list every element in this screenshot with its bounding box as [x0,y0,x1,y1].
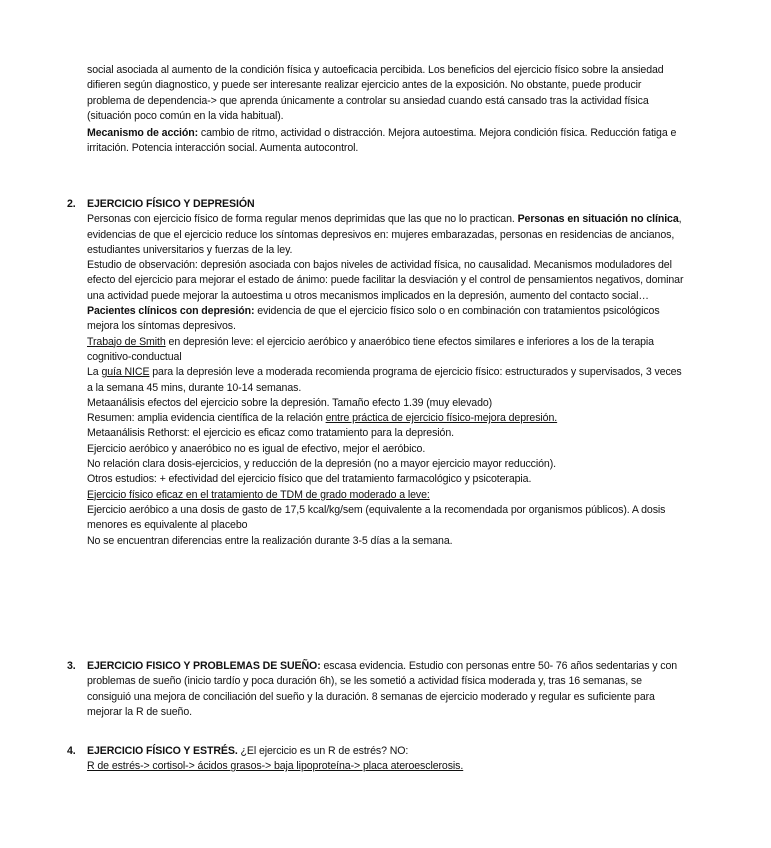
section-4 [0,744,771,775]
s2-p7-link[interactable]: entre práctica de ejercicio físico-mejora depresión. [325,412,558,425]
s2-p3-text: evidencia de que el ejercicio físico solo o en combinación con tratamientos psicológicos mejora los síntomas depresivos. [87,305,660,333]
s3-paragraph [87,659,687,720]
s2-p5-pre: La [87,366,102,379]
s2-paragraph-13: Ejercicio aeróbico a una dosis de gasto de 17,5 kcal/kg/sem (equivalente a la recomendada por organismos públicos). A dosis menores es equivalente al placebo [87,503,666,532]
s4-paragraph [87,744,687,759]
s2-paragraph-5 [87,365,687,396]
intro-block [0,63,771,157]
s2-p3-label: Pacientes clínicos con depresión: [87,305,255,318]
s2-p1a: Personas con ejercicio físico de forma regular menos deprimidas que las que no lo practican. [87,213,518,226]
section-2-title: EJERCICIO FÍSICO Y DEPRESIÓN [87,198,255,210]
s2-paragraph-14: No se encuentran diferencias entre la realización durante 3-5 días a la semana. [87,534,453,547]
s2-paragraph-2: Estudio de observación: depresión asociada con bajos niveles de actividad física, no causalidad. Mecanismos moduladores del efecto del ejercicio para mejorar el estado de ánimo: puede facilitar la desviación y el control de pensamientos negativos, dominar una actividad puede mejorar la autoestima u otros mecanismos implicados en la depresión, aumento del contacto social… [87,259,684,302]
s2-paragraph-11: Otros estudios: + efectividad del ejercicio físico que del tratamiento farmacológico y psicoterapia. [87,473,532,486]
s2-p1c: , evidencias de que el ejercicio reduce los síntomas depresivos en: mujeres embarazadas, personas en residencias de ancianos, estudiantes universitarios y fuerzas de la ley. [87,213,682,256]
s3-text: escasa evidencia. Estudio con personas entre 50- 76 años sedentarias y con problemas de sueño (inicio tardío y poca duración 6h), se les sometió a actividad física moderada y, tras 16 semanas, se consiguió una mejora de conciliación del sueño y la duración. 8 semanas de ejercicio moderado y regular es suficiente para mejorar la R de sueño. [87,660,678,718]
section-3 [0,659,771,720]
intro-paragraph: social asociada al aumento de la condición física y autoeficacia percibida. Los beneficios del ejercicio físico sobre la ansiedad difieren según diagnostico, y puede ser interesante realizar ejercicio antes de la exposición. No obstante, puede producir problema de dependencia-> que aprenda únicamente a controlar su ansiedad cuando está cansado tras la actividad física (situación poco común en la vida habitual). [87,64,664,122]
section-4-number: 4. [67,745,76,757]
section-3-number: 3. [67,660,76,672]
mechanism-label: Mecanismo de acción: [87,127,199,140]
mechanism-text: cambio de ritmo, actividad o distracción. Mejora autoestima. Mejora condición física. Reducción fatiga e irritación. Potencia interacción social. Aumenta autocontrol. [87,127,677,155]
section-2 [0,197,771,549]
s2-paragraph-9: Ejercicio aeróbico y anaeróbico no es igual de efectivo, mejor el aeróbico. [87,442,426,455]
smith-link[interactable]: Trabajo de Smith [87,335,166,348]
mechanism-paragraph [87,126,687,157]
s2-paragraph-1 [87,212,687,258]
section-2-number: 2. [67,198,76,210]
s2-p4-text: en depresión leve: el ejercicio aeróbico y anaeróbico tiene efectos similares e inferiores a los de la terapia cognitivo-conductual [87,335,654,363]
s2-paragraph-12[interactable]: Ejercicio físico eficaz en el tratamiento de TDM de grado moderado a leve: [87,488,430,501]
s2-paragraph-7 [87,411,687,426]
s2-paragraph-3 [87,304,687,335]
section-4-title: EJERCICIO FÍSICO Y ESTRÉS. [87,745,238,757]
s2-paragraph-4 [87,335,687,366]
s2-p7-pre: Resumen: amplia evidencia científica de la relación [87,412,326,425]
s2-paragraph-10: No relación clara dosis-ejercicios, y reducción de la depresión (no a mayor ejercicio mayor reducción). [87,458,556,471]
nice-link[interactable]: guía NICE [101,366,150,379]
s2-p5-text: para la depresión leve a moderada recomienda programa de ejercicio físico: estructurados y supervisados, 3 veces a la semana 45 mins, durante 10-14 semanas. [87,366,682,394]
s2-p1b: Personas en situación no clínica [517,213,679,226]
s4-line-2[interactable]: R de estrés-> cortisol-> ácidos grasos-> baja lipoproteína-> placa ateroesclerosis. [87,760,464,773]
section-3-title: EJERCICIO FISICO Y PROBLEMAS DE SUEÑO: [87,660,321,672]
s2-paragraph-6: Metaanálisis efectos del ejercicio sobre la depresión. Tamaño efecto 1.39 (muy elevado) [87,396,493,409]
s4-text: ¿El ejercicio es un R de estrés? NO: [237,745,409,757]
s2-paragraph-8: Metaanálisis Rethorst: el ejercicio es eficaz como tratamiento para la depresión. [87,427,454,440]
